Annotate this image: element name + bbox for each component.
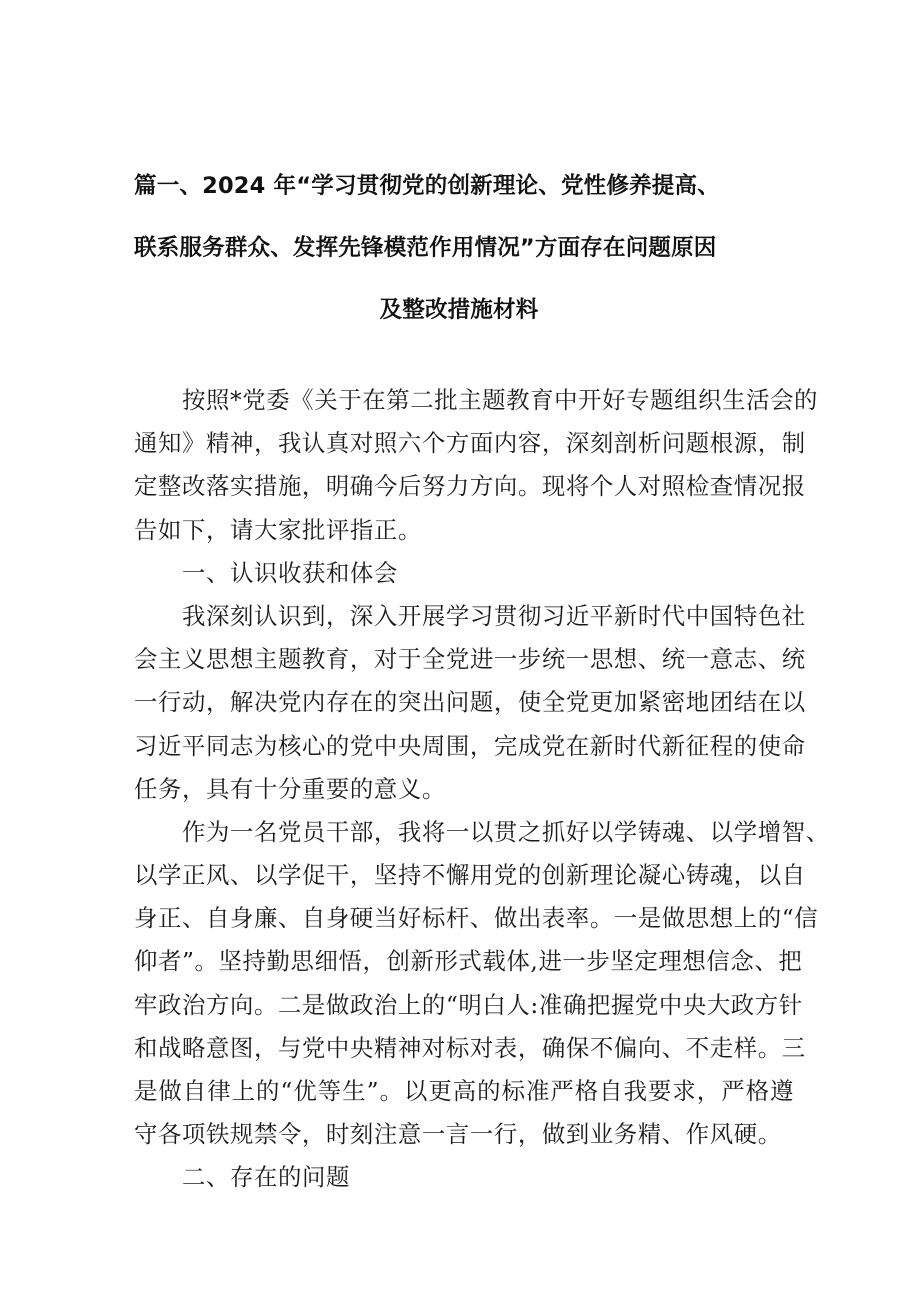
body-line: 按照*党委《关于在第二批主题教育中开好专题组织生活会的	[182, 386, 819, 414]
document-title	[134, 162, 794, 348]
body-line: 我深刻认识到，深入开展学习贯彻习近平新时代中国特色社	[182, 601, 806, 630]
body-line: 牢政治方向。二是做政治上的“明白人:准确把握党中央大政方针	[134, 990, 803, 1019]
paragraph-commitment	[134, 811, 830, 1157]
body-line: 是做自律上的“优等生”。以更高的标准严格自我要求，严格遵	[134, 1077, 794, 1105]
body-line: 作为一名党员干部，我将一以贯之抓好以学铸魂、以学增智、	[182, 817, 830, 846]
body-line: 身正、自身廉、自身硬当好标杆、做出表率。一是做思想上的“信	[134, 904, 819, 933]
body-line: 定整改落实措施，明确今后努力方向。现将个人对照检查情况报	[134, 472, 806, 501]
body-line: 通知》精神，我认真对照六个方面内容，深刻剖析问题根源，制	[134, 429, 806, 458]
body-line: 会主义思想主题教育，对于全党进一步统一思想、统一意志、统	[134, 645, 806, 674]
paragraph-recognition	[134, 595, 806, 811]
section-heading-1	[134, 552, 794, 595]
body-line: 守各项铁规禁令，时刻注意一言一行，做到业务精、作风硬。	[134, 1120, 782, 1149]
title-line-2: 联系服务群众、发挥先锋模范作用情况”方面存在问题原因	[134, 235, 717, 261]
paragraph-intro	[134, 379, 819, 552]
body-line: 仰者”。坚持勤思细悟，创新形式载体,进一步坚定理想信念、把	[134, 947, 803, 976]
title-line-1: 篇一、2024 年“学习贯彻党的创新理论、党性修养提高、	[134, 173, 720, 199]
body-line: 习近平同志为核心的党中央周围，完成党在新时代新征程的使命	[134, 731, 806, 760]
body-line: 和战略意图，与党中央精神对标对表，确保不偏向、不走样。三	[134, 1033, 806, 1062]
body-line: 告如下，请大家批评指正。	[134, 515, 422, 544]
body-line: 以学正风、以学促干，坚持不懈用党的创新理论凝心铸魂，以自	[134, 861, 806, 890]
body-line: 一行动，解决党内存在的突出问题，使全党更加紧密地团结在以	[134, 688, 806, 717]
document-body	[134, 379, 830, 1200]
section-heading-2	[134, 1156, 794, 1199]
section-heading-text: 二、存在的问题	[182, 1163, 350, 1192]
body-line: 任务，具有十分重要的意义。	[134, 774, 446, 803]
section-heading-text: 一、认识收获和体会	[182, 558, 398, 587]
title-line-3: 及整改措施材料	[379, 297, 539, 323]
